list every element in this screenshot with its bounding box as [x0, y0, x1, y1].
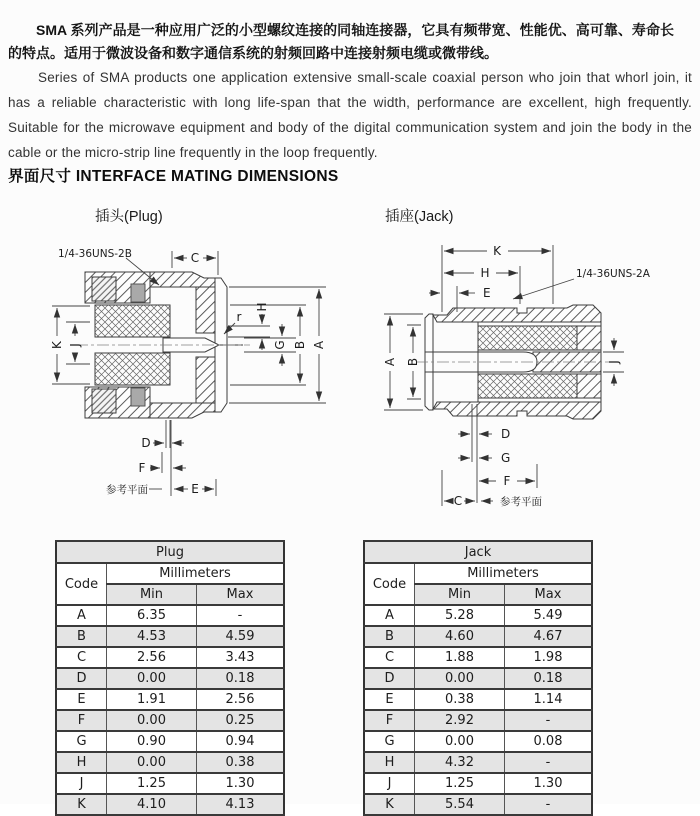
- code-cell: H: [364, 752, 415, 773]
- max-cell: 5.49: [505, 605, 593, 626]
- plug-dim-label-d: D: [141, 436, 151, 450]
- jack-dim-label-e: E: [483, 286, 491, 300]
- code-header: Code: [56, 563, 107, 605]
- table-row: [56, 689, 284, 710]
- min-cell: 0.00: [107, 752, 197, 773]
- code-cell: D: [56, 668, 107, 689]
- table-title-row: [56, 541, 284, 563]
- jack-table-body: [364, 605, 592, 815]
- plug-dielectric-top: [95, 305, 170, 337]
- min-cell: 1.91: [107, 689, 197, 710]
- table-row: [364, 794, 592, 815]
- plug-knurl-block-bottom: [92, 389, 116, 413]
- min-cell: 4.60: [415, 626, 505, 647]
- max-cell: 1.98: [505, 647, 593, 668]
- max-header: Max: [197, 584, 285, 605]
- unit-header: Millimeters: [107, 563, 285, 584]
- code-cell: E: [56, 689, 107, 710]
- plug-dim-label-j: J: [68, 343, 82, 347]
- section-title-en: INTERFACE MATING DIMENSIONS: [75, 168, 339, 185]
- max-header: Max: [505, 584, 593, 605]
- max-cell: 4.59: [197, 626, 285, 647]
- min-cell: 0.90: [107, 731, 197, 752]
- jack-dim-label-k: K: [493, 244, 501, 258]
- max-cell: -: [505, 794, 593, 815]
- max-cell: -: [197, 605, 285, 626]
- min-cell: 1.25: [107, 773, 197, 794]
- table-row: [364, 710, 592, 731]
- table-row: [364, 752, 592, 773]
- max-cell: 4.67: [505, 626, 593, 647]
- min-cell: 0.00: [415, 668, 505, 689]
- min-cell: 0.00: [107, 710, 197, 731]
- plug-dim-label-g: G: [273, 340, 287, 350]
- max-cell: 0.08: [505, 731, 593, 752]
- code-cell: K: [56, 794, 107, 815]
- table-unit-row: [56, 563, 284, 584]
- plug-dim-label-k: K: [50, 341, 64, 349]
- jack-dim-label-h: H: [480, 266, 490, 280]
- max-cell: 0.94: [197, 731, 285, 752]
- plug-dim-label-a: A: [312, 340, 326, 350]
- table-row: [364, 731, 592, 752]
- table-row: [364, 626, 592, 647]
- unit-header: Millimeters: [415, 563, 593, 584]
- code-cell: J: [56, 773, 107, 794]
- jack-drawing: [383, 244, 651, 508]
- table-row: [56, 752, 284, 773]
- table-title: Jack: [364, 541, 592, 563]
- min-cell: 5.28: [415, 605, 505, 626]
- code-cell: A: [56, 605, 107, 626]
- plug-gasket-bottom: [131, 388, 145, 406]
- min-cell: 0.38: [415, 689, 505, 710]
- intro-paragraph-english: Series of SMA products one application extensive small-scale coaxial person who join that whorl join, it has a reliable characteristic with long life-span that the width, performance are excellent, high frequently. Suitable for the microwave equipment and body of the digital communication system and join the body in the cable or the micro-strip line frequently in the loop frequently.: [8, 69, 692, 160]
- code-cell: G: [364, 731, 415, 752]
- table-row: [364, 689, 592, 710]
- min-cell: 1.25: [415, 773, 505, 794]
- jack-dim-label-c: C: [453, 494, 463, 508]
- table-row: [364, 647, 592, 668]
- code-cell: F: [364, 710, 415, 731]
- jack-dielectric-top: [478, 326, 577, 350]
- code-cell: A: [364, 605, 415, 626]
- min-header: Min: [415, 584, 505, 605]
- plug-dimension-table: [55, 540, 285, 816]
- jack-dim-label-b: B: [406, 357, 420, 367]
- code-header: Code: [364, 563, 415, 605]
- min-cell: 4.53: [107, 626, 197, 647]
- interface-dimension-drawings: [0, 230, 700, 540]
- max-cell: 1.30: [197, 773, 285, 794]
- max-cell: 3.43: [197, 647, 285, 668]
- code-cell: G: [56, 731, 107, 752]
- code-cell: F: [56, 710, 107, 731]
- plug-dim-label-h: H: [255, 302, 269, 312]
- plug-dim-label-c: C: [190, 251, 200, 265]
- jack-dim-label-d: D: [501, 427, 511, 441]
- plug-dim-label-f: F: [138, 461, 146, 475]
- table-row: [364, 773, 592, 794]
- section-heading: [8, 164, 339, 186]
- min-cell: 2.56: [107, 647, 197, 668]
- plug-dim-label-e: E: [191, 482, 199, 496]
- plug-dim-label-r: r: [236, 310, 242, 324]
- code-cell: B: [56, 626, 107, 647]
- plug-gasket-top: [131, 284, 145, 302]
- jack-dim-label-f: F: [503, 474, 511, 488]
- code-cell: C: [364, 647, 415, 668]
- jack-dimension-table: [363, 540, 593, 816]
- code-cell: E: [364, 689, 415, 710]
- table-row: [56, 710, 284, 731]
- max-cell: 4.13: [197, 794, 285, 815]
- table-row: [364, 605, 592, 626]
- code-cell: H: [56, 752, 107, 773]
- plug-thread-label: 1/4-36UNS-2B: [58, 248, 132, 260]
- jack-diagram-title: 插座(Jack): [385, 209, 454, 225]
- table-row: [56, 731, 284, 752]
- plug-diagram-title: 插头(Plug): [95, 209, 163, 225]
- max-cell: 2.56: [197, 689, 285, 710]
- plug-table-body: [56, 605, 284, 815]
- jack-dielectric-bottom: [478, 374, 577, 398]
- plug-dielectric-bottom: [95, 353, 170, 385]
- table-row: [56, 647, 284, 668]
- table-title: Plug: [56, 541, 284, 563]
- plug-reference-plane-label: 参考平面: [106, 484, 148, 496]
- max-cell: 0.25: [197, 710, 285, 731]
- table-row: [56, 626, 284, 647]
- table-unit-row: [364, 563, 592, 584]
- max-cell: -: [505, 752, 593, 773]
- code-cell: D: [364, 668, 415, 689]
- plug-drawing: [50, 248, 326, 496]
- table-row: [56, 773, 284, 794]
- max-cell: 0.18: [197, 668, 285, 689]
- max-cell: 1.30: [505, 773, 593, 794]
- code-cell: J: [364, 773, 415, 794]
- jack-dim-label-a: A: [383, 357, 397, 367]
- min-cell: 0.00: [415, 731, 505, 752]
- max-cell: 1.14: [505, 689, 593, 710]
- min-cell: 0.00: [107, 668, 197, 689]
- table-row: [56, 794, 284, 815]
- min-cell: 6.35: [107, 605, 197, 626]
- code-cell: K: [364, 794, 415, 815]
- max-cell: 0.38: [197, 752, 285, 773]
- code-cell: C: [56, 647, 107, 668]
- min-header: Min: [107, 584, 197, 605]
- jack-dim-label-g: G: [501, 451, 511, 465]
- code-cell: B: [364, 626, 415, 647]
- table-row: [364, 668, 592, 689]
- min-cell: 5.54: [415, 794, 505, 815]
- plug-knurl-block-top: [92, 277, 116, 301]
- plug-dim-label-b: B: [293, 340, 307, 350]
- intro-paragraph-chinese: SMA 系列产品是一种应用广泛的小型螺纹连接的同轴连接器，它具有频带宽、性能优、高可靠、寿命长的特点。适用于微波设备和数字通信系统的射频回路中连接射频电缆或微带线。: [8, 22, 674, 61]
- section-title-cn: 界面尺寸: [8, 168, 72, 185]
- max-cell: 0.18: [505, 668, 593, 689]
- max-cell: -: [505, 710, 593, 731]
- jack-reference-plane-label: 参考平面: [500, 496, 542, 508]
- jack-thread-label: 1/4-36UNS-2A: [576, 268, 650, 280]
- table-row: [56, 605, 284, 626]
- table-row: [56, 668, 284, 689]
- table-title-row: [364, 541, 592, 563]
- jack-dim-label-j: J: [607, 360, 621, 364]
- min-cell: 2.92: [415, 710, 505, 731]
- min-cell: 4.10: [107, 794, 197, 815]
- min-cell: 1.88: [415, 647, 505, 668]
- min-cell: 4.32: [415, 752, 505, 773]
